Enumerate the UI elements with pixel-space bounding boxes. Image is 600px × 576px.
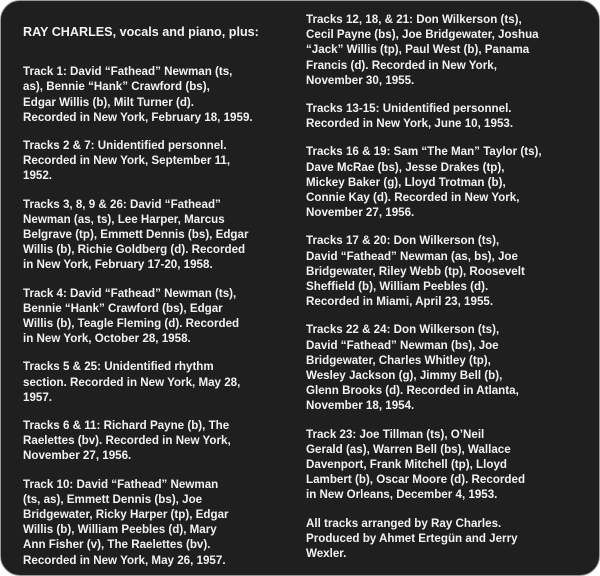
credit-block [23, 138, 293, 184]
credit-line: Edgar Willis (b), Milt Turner (d). [23, 95, 195, 109]
credit-block [23, 359, 293, 405]
credit-block [23, 64, 293, 125]
credit-line: (ts, as), Emmett Dennis (bs), Joe [23, 492, 203, 506]
credit-block [306, 233, 586, 309]
credit-line: Bennie “Hank” Crawford (bs), Edgar [23, 301, 223, 315]
credit-line: “Jack” Willis (tp), Paul West (b), Panama [306, 43, 530, 57]
right-column [306, 12, 586, 574]
credit-block [306, 101, 586, 131]
credit-line: Recorded in New York, September 11, [23, 154, 231, 168]
credit-line: Willis (b), Richie Goldberg (d). Recorded [23, 243, 246, 257]
credit-block [306, 12, 586, 88]
credit-line: Wesley Jackson (g), Jimmy Bell (b), [306, 369, 503, 383]
credit-line: Track 10: David “Fathead” Newman [23, 477, 219, 491]
credit-line: Tracks 3, 8, 9 & 26: David “Fathead” [23, 197, 221, 211]
credit-block [306, 427, 586, 503]
credit-line: November 30, 1955. [306, 73, 415, 87]
credit-line: Recorded in New York, February 18, 1959. [23, 110, 253, 124]
credit-block [23, 197, 293, 273]
credit-line: Mickey Baker (g), Lloyd Trotman (b), [306, 175, 506, 189]
credit-line: Tracks 16 & 19: Sam “The Man” Taylor (ts), [306, 145, 542, 159]
credit-line: Tracks 12, 18, & 21: Don Wilkerson (ts), [306, 13, 522, 26]
credit-block [306, 322, 586, 413]
credit-line: Wexler. [306, 547, 347, 561]
credit-line: Track 1: David “Fathead” Newman (ts, [23, 65, 233, 79]
credit-line: 1957. [23, 390, 53, 404]
credit-line: November 27, 1956. [23, 449, 132, 463]
credit-block [23, 477, 293, 568]
credit-line: Dave McRae (bs), Jesse Drakes (tp), [306, 160, 505, 174]
credit-line: Lambert (b), Oscar Moore (d). Recorded [306, 473, 526, 487]
left-credit-blocks [23, 64, 293, 568]
credit-line: Tracks 22 & 24: Don Wilkerson (ts), [306, 323, 500, 337]
credit-line: Willis (b), William Peebles (d), Mary [23, 523, 217, 537]
credit-line: Bridgewater, Ricky Harper (tp), Edgar [23, 508, 229, 522]
credit-line: Newman (as, ts), Lee Harper, Marcus [23, 212, 225, 226]
credit-line: in New York, February 17-20, 1958. [23, 258, 213, 272]
credit-line: in New Orleans, December 4, 1953. [306, 488, 498, 502]
credit-line: Tracks 17 & 20: Don Wilkerson (ts), [306, 234, 500, 248]
credit-line: Tracks 13-15: Unidentified personnel. [306, 102, 512, 116]
credit-line: Connie Kay (d). Recorded in New York, [306, 191, 520, 205]
credit-line: Track 4: David “Fathead” Newman (ts), [23, 286, 237, 300]
credit-line: David “Fathead” Newman (as, bs), Joe [306, 249, 518, 263]
credit-line: in New York, October 28, 1958. [23, 332, 191, 346]
credit-line: Tracks 5 & 25: Unidentified rhythm [23, 360, 214, 374]
credit-line: Tracks 2 & 7: Unidentified personnel. [23, 139, 227, 153]
credit-line: Sheffield (b), William Peebles (d). [306, 280, 489, 294]
credit-line: Davenport, Frank Mitchell (tp), Lloyd [306, 458, 507, 472]
credit-line: Glenn Brooks (d). Recorded in Atlanta, [306, 384, 519, 398]
credit-line: Willis (b), Teagle Fleming (d). Recorded [23, 317, 240, 331]
credit-block [306, 144, 586, 220]
credit-line: David “Fathead” Newman (bs), Joe [306, 338, 499, 352]
credit-line: Produced by Ahmet Ertegün and Jerry [306, 531, 518, 545]
credit-line: Belgrave (tp), Emmett Dennis (bs), Edgar [23, 228, 249, 242]
credit-line: section. Recorded in New York, May 28, [23, 375, 241, 389]
credit-line: Tracks 6 & 11: Richard Payne (b), The [23, 419, 230, 433]
credit-line: Raelettes (bv). Recorded in New York, [23, 434, 231, 448]
credit-line: Recorded in New York, May 26, 1957. [23, 553, 226, 567]
credit-line: as), Bennie “Hank” Crawford (bs), [23, 80, 210, 94]
credit-line: Bridgewater, Charles Whitley (tp), [306, 353, 491, 367]
credit-line: Ann Fisher (v), The Raelettes (bv). [23, 538, 211, 552]
credit-line: 1952. [23, 169, 53, 183]
credit-line: November 27, 1956. [306, 206, 415, 220]
credit-block [306, 516, 586, 562]
credits-header: RAY CHARLES, vocals and piano, plus: [23, 25, 259, 39]
credit-line: Recorded in New York, June 10, 1953. [306, 117, 514, 131]
credit-line: Recorded in Miami, April 23, 1955. [306, 295, 494, 309]
credit-line: All tracks arranged by Ray Charles. [306, 516, 502, 530]
credit-line: Francis (d). Recorded in New York, [306, 58, 497, 72]
credit-line: Bridgewater, Riley Webb (tp), Roosevelt [306, 264, 525, 278]
credit-line: Cecil Payne (bs), Joe Bridgewater, Joshua [306, 28, 539, 42]
credit-block [23, 286, 293, 347]
credit-line: Track 23: Joe Tillman (ts), O’Neil [306, 427, 485, 441]
credit-line: November 18, 1954. [306, 399, 415, 413]
credit-block [23, 418, 293, 464]
right-credit-blocks [306, 12, 586, 561]
left-column [23, 25, 293, 576]
credit-line: Gerald (as), Warren Bell (bs), Wallace [306, 442, 511, 456]
